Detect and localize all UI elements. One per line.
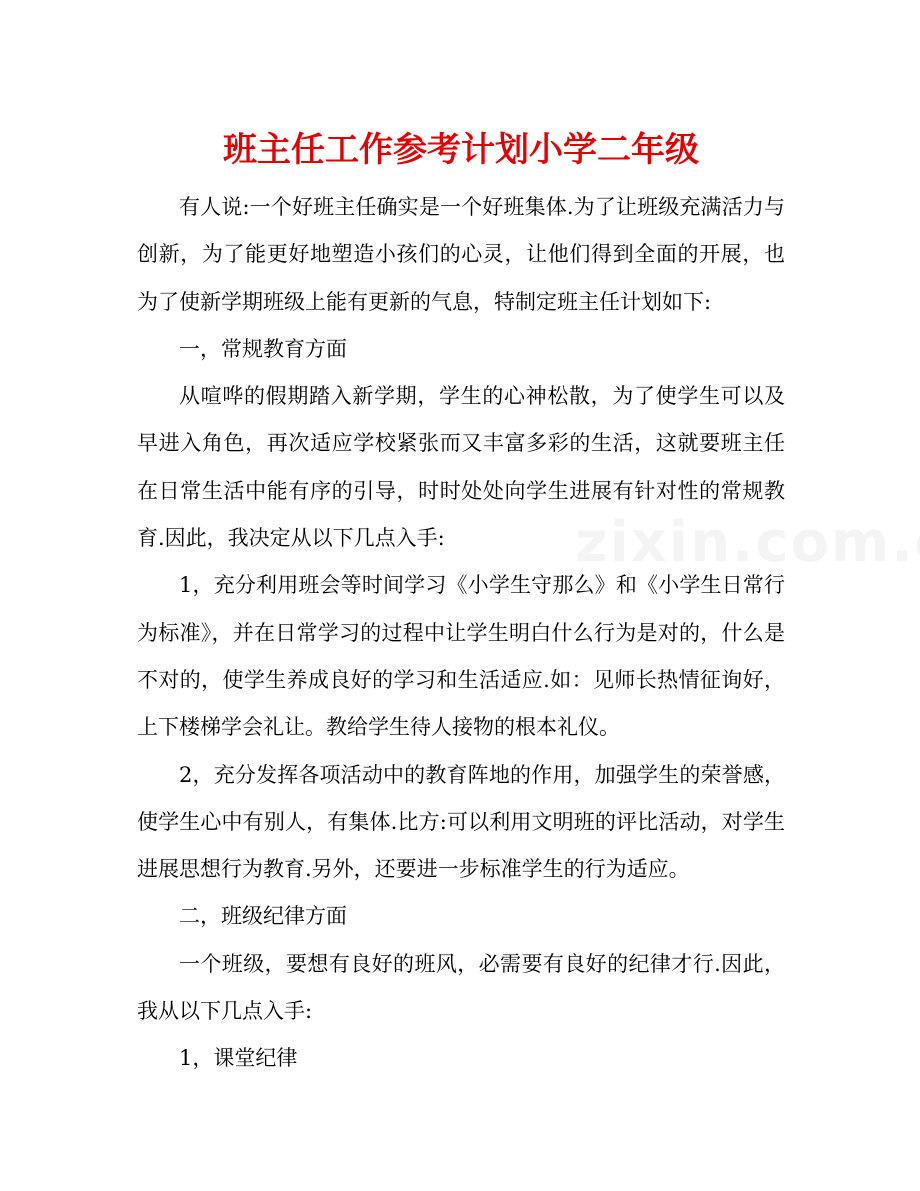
document-title: 班主任工作参考计划小学二年级: [223, 130, 699, 170]
subheading-classroom-discipline: 1，课堂纪律: [179, 1046, 298, 1071]
list-item-2: 2，充分发挥各项活动中的教育阵地的作用，加强学生的荣誉感，使学生心中有别人，有集体.比方:可以利用文明班的评比活动，对学生进展思想行为教育.另外，还要进一步标准学生的行为适应。: [137, 762, 785, 882]
paragraph-routine-education: 从喧哗的假期踏入新学期，学生的心神松散，为了使学生可以及早进入角色，再次适应学校紧张而又丰富多彩的生活，这就要班主任在日常生活中能有序的引导，时时处处向学生进展有针对性的常规教育.因此，我决定从以下几点入手:: [137, 384, 785, 551]
section-heading-routine-education: 一，常规教育方面: [179, 336, 347, 361]
document-page: [137, 126, 785, 1083]
list-item-1: 1，充分利用班会等时间学习《小学生守那么》和《小学生日常行为标准》，并在日常学习的过程中让学生明白什么行为是对的，什么是不对的，使学生养成良好的学习和生活适应.如：见师长热情征询好，上下楼梯学会礼让。教给学生待人接物的根本礼仪。: [137, 573, 785, 740]
paragraph-intro: 有人说:一个好班主任确实是一个好班集体.为了让班级充满活力与创新，为了能更好地塑造小孩们的心灵，让他们得到全面的开展，也为了使新学期班级上能有更新的气息，特制定班主任计划如下:: [137, 195, 785, 314]
section-heading-class-discipline: 二，班级纪律方面: [179, 904, 347, 929]
paragraph-class-discipline: 一个班级，要想有良好的班风，必需要有良好的纪律才行.因此，我从以下几点入手:: [137, 951, 785, 1024]
